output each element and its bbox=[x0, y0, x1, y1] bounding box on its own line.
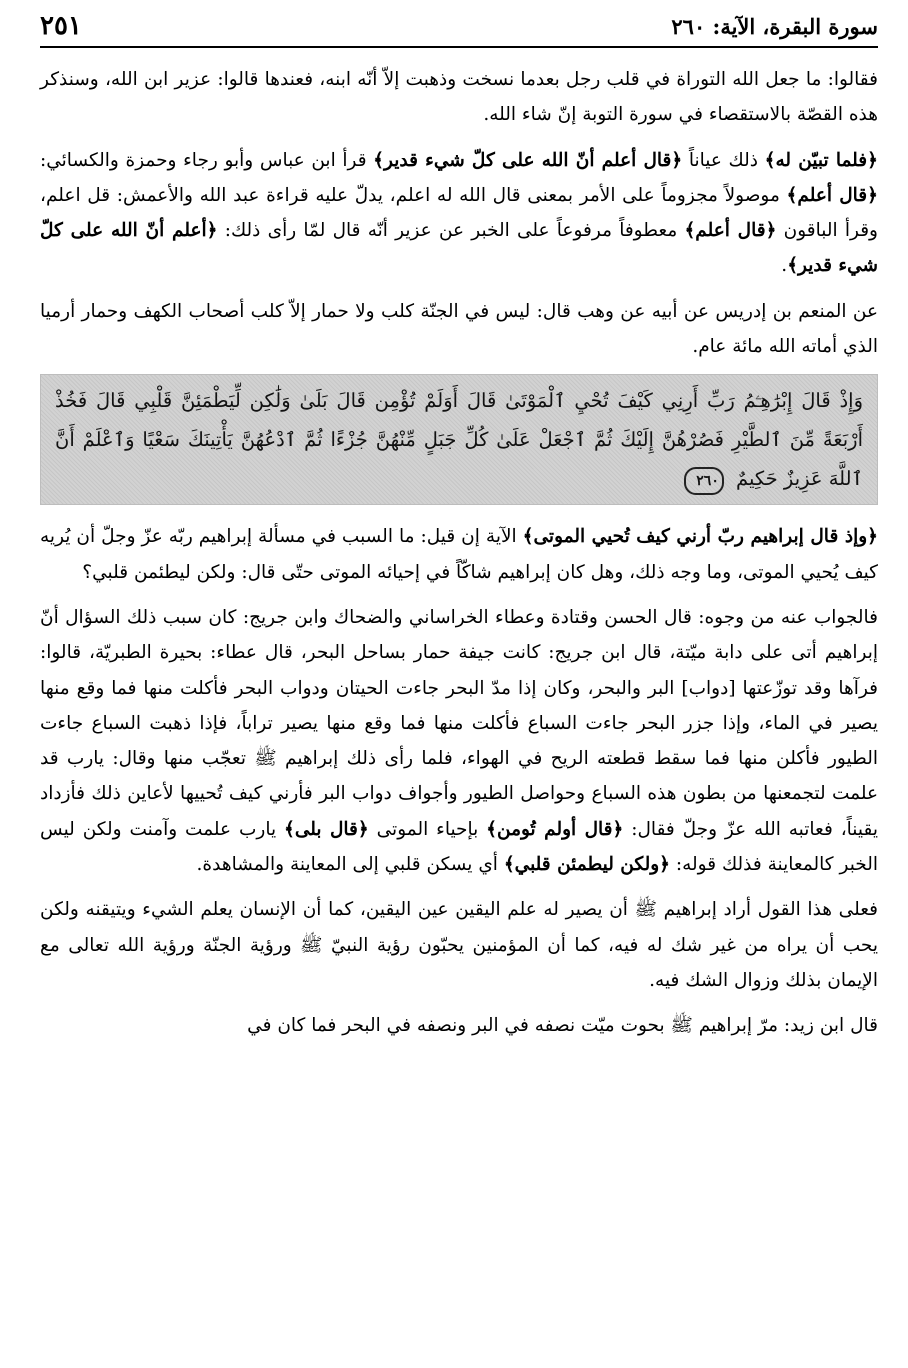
paragraph-text: موصولاً مجزوماً على الأمر بمعنى قال الله له اعلم، يدلّ عليه قراءة عبد الله والأعمش: قل اعلم، وقرأ الباقون bbox=[40, 184, 878, 242]
page-body bbox=[40, 62, 878, 1054]
paragraph-text: بإحياء الموتى bbox=[368, 818, 487, 840]
running-title: سورة البقرة، الآية: ٢٦٠ bbox=[671, 13, 878, 39]
paragraph-text: قرأ ابن عباس وأبو رجاء وحمزة والكسائي: bbox=[40, 149, 374, 171]
quran-quote: ﴿فلما تبيّن له﴾ bbox=[764, 149, 878, 171]
paragraph-text: ذلك عياناً bbox=[682, 149, 765, 171]
paragraph bbox=[40, 892, 878, 998]
quran-quote: ﴿قال أعلم أنّ الله على كلّ شيء قدير﴾ bbox=[373, 149, 683, 171]
quran-quote: ﴿ولكن ليطمئن قلبي﴾ bbox=[503, 854, 670, 876]
quran-quote: ﴿قال أعلم﴾ bbox=[684, 220, 777, 242]
paragraph-text: يارب علمت وآمنت ولكن ليس الخبر كالمعاينة فذلك قوله: bbox=[40, 818, 878, 876]
paragraph bbox=[40, 600, 878, 882]
ayah-number-marker: ٢٦٠ bbox=[684, 467, 724, 495]
quran-quote: ﴿قال أعلم﴾ bbox=[786, 184, 878, 206]
paragraph-text: فالجواب عنه من وجوه: قال الحسن وقتادة وعطاء الخراساني والضحاك وابن جريج: كان سبب ذلك السؤال أنّ إبراهيم أتى على دابة ميّتة، قال ابن جريج: كانت جيفة حمار بساحل البحر، قال عطاء: بحيرة الطبريّة، قالوا: فرآها وقد توزّعتها [دواب] البر والبحر، وكان إذا مدّ البحر جاءت الحيتان ودواب البحر فأكلت منها فما وقع منها يصير في الماء، وإذا جزر البحر جاءت السباع فأكلت منها فما وقع منها يصير تراباً، فإذا ذهبت السباع جاءت الطيور فأكلن منها فما سقط قطعته الريح في الهواء، فلما رأى ذلك إبراهيم ﷺ تعجّب منها وقال: يارب قد علمت لتجمعنها من بطون هذه السباع وحواصل الطيور وأجواف دواب البر فأرني كيف تُحييها لأعاين ذلك فأزداد يقيناً، فعاتبه الله عزّ وجلّ فقال: bbox=[40, 606, 878, 840]
paragraph-text: فعلى هذا القول أراد إبراهيم ﷺ أن يصير له علم اليقين عين اليقين، كما أن الإنسان يعلم الشيء ويتيقنه ولكن يحب أن يراه من غير شك له فيه، كما أن المؤمنين يحبّون رؤية النبيّ ﷺ ورؤية الجنّة ورؤية الله تعالى مع الإيمان بذلك وزوال الشك فيه. bbox=[40, 899, 878, 991]
paragraph-text: . bbox=[781, 255, 788, 277]
quran-verse bbox=[55, 381, 863, 498]
paragraph-text: فقالوا: ما جعل الله التوراة في قلب رجل بعدما نسخت وذهبت إلاّ أنّه ابنه، فعندها قالوا: عزير ابن الله، وسنذكر هذه القصّة بالاستقصاء في سورة التوبة إنّ شاء الله. bbox=[40, 69, 878, 126]
verse-text: وَإِذْ قَالَ إِبْرَٰهِـۧمُ رَبِّ أَرِنِي كَيْفَ تُحْيِ ٱلْمَوْتَىٰ قَالَ أَوَلَمْ تُؤْمِن قَالَ بَلَىٰ وَلَٰكِن لِّيَطْمَئِنَّ قَلْبِي قَالَ فَخُذْ أَرْبَعَةً مِّنَ ٱلطَّيْرِ فَصُرْهُنَّ إِلَيْكَ ثُمَّ ٱجْعَلْ عَلَىٰ كُلِّ جَبَلٍ مِّنْهُنَّ جُزْءًا ثُمَّ ٱدْعُهُنَّ يَأْتِينَكَ سَعْيًا وَٱعْلَمْ أَنَّ ٱللَّهَ عَزِيزٌ حَكِيمٌ bbox=[55, 389, 863, 491]
paragraph bbox=[40, 143, 878, 284]
paragraph bbox=[40, 1008, 878, 1043]
paragraph-text: الآية إن قيل: ما السبب في مسألة إبراهيم ربّه عزّ وجلّ أن يُريه كيف يُحيي الموتى، وما وجه ذلك، وهل كان إبراهيم شاكّاً في إحيائه الموتى حتّى قال: ولكن ليطئمن قلبي؟ bbox=[40, 526, 878, 583]
quran-quote: ﴿قال أولم تُومن﴾ bbox=[486, 818, 624, 840]
paragraph bbox=[40, 62, 878, 133]
paragraph-text: معطوفاً مرفوعاً على الخبر عن عزير أنّه قال لمّا رأى ذلك: bbox=[217, 220, 685, 242]
quran-verse-box bbox=[40, 374, 878, 505]
paragraph-text: قال ابن زيد: مرّ إبراهيم ﷺ بحوت ميّت نصفه في البر ونصفه في البحر فما كان في bbox=[247, 1015, 878, 1037]
paragraph bbox=[40, 294, 878, 365]
paragraph-text: عن المنعم بن إدريس عن أبيه عن وهب قال: ليس في الجنّة كلب ولا حمار إلاّ كلب أصحاب الكهف وحمار أرميا الذي أماته الله مائة عام. bbox=[40, 300, 878, 358]
page-header bbox=[40, 6, 878, 48]
quran-quote: ﴿وإذ قال إبراهيم ربّ أرني كيف تُحيي الموتى﴾ bbox=[522, 526, 878, 548]
page-number: ٢٥١ bbox=[40, 11, 82, 41]
paragraph-text: أي يسكن قلبي إلى المعاينة والمشاهدة. bbox=[196, 854, 504, 876]
quran-quote: ﴿أعلم أنّ الله على كلّ شيء قدير﴾ bbox=[40, 220, 878, 277]
quran-quote: ﴿قال بلى﴾ bbox=[284, 818, 369, 840]
paragraph bbox=[40, 519, 878, 590]
